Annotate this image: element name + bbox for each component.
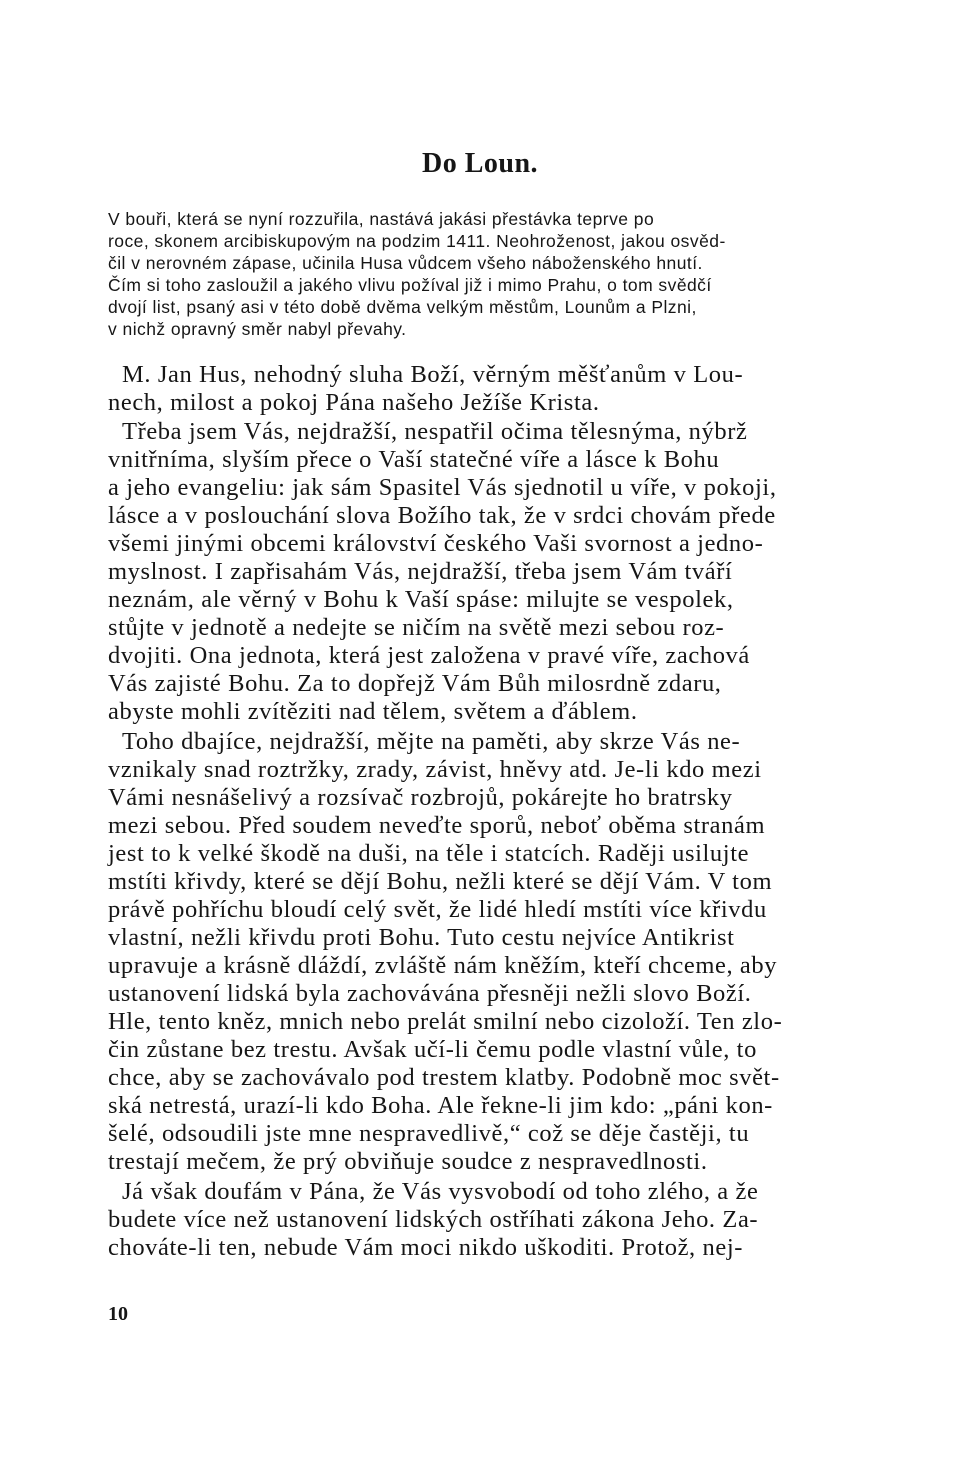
letter-line: chováte-li ten, nebude Vám moci nikdo uškoditi. Protož, nej-	[108, 1234, 743, 1261]
letter-line: abyste mohli zvítěziti nad tělem, světem a ďáblem.	[108, 698, 638, 725]
letter-line: ustanovení lidská byla zachovávána přesněji nežli slovo Boží.	[108, 980, 752, 1007]
letter-line: všemi jinými obcemi království českého Vaši svornost a jedno-	[108, 530, 764, 557]
letter-line: vznikaly snad roztržky, zrady, závist, hněvy atd. Je-li kdo mezi	[108, 756, 762, 783]
letter-line: mezi sebou. Před soudem neveďte sporů, neboť oběma stranám	[108, 812, 766, 839]
letter-line: Vámi nesnášelivý a rozsívač rozbrojů, pokárejte ho bratrsky	[108, 784, 733, 811]
letter-line: právě pohříchu bloudí celý svět, že lidé hledí mstíti více křivdu	[108, 896, 767, 923]
letter-line: mstíti křivdy, které se dějí Bohu, nežli které se dějí Vám. V tom	[108, 868, 773, 895]
intro-line: V bouři, která se nyní rozzuřila, nastává jakási přestávka teprve po	[108, 209, 655, 229]
letter-line: čin zůstane bez trestu. Avšak učí-li čemu podle vlastní vůle, to	[108, 1036, 757, 1063]
letter-line: lásce a v poslouchání slova Božího tak, že v srdci chovám přede	[108, 502, 776, 529]
letter-line: jest to k velké škodě na duši, na těle i statcích. Raději usilujte	[108, 840, 750, 867]
letter-line: Třeba jsem Vás, nejdražší, nespatřil očima tělesnýma, nýbrž	[122, 418, 748, 445]
letter-line: vnitřníma, slyším přece o Vaší statečné víře a lásce k Bohu	[108, 446, 720, 473]
letter-line: šelé, odsoudili jste mne nespravedlivě,“ což se děje častěji, tu	[108, 1120, 750, 1147]
letter-line: upravuje a krásně dláždí, zvláště nám kněžím, kteří chceme, aby	[108, 952, 778, 979]
letter-line: vlastní, nežli křivdu proti Bohu. Tuto cestu nejvíce Antikrist	[108, 924, 735, 951]
letter-line: ská netrestá, urazí-li kdo Boha. Ale řekne-li jim kdo: „páni kon-	[108, 1092, 773, 1119]
intro-line: Čím si toho zasloužil a jakého vlivu požíval již i mimo Prahu, o tom svědčí	[108, 275, 712, 295]
letter-line: Hle, tento kněz, mnich nebo prelát smilní nebo cizoloží. Ten zlo-	[108, 1008, 783, 1035]
letter-line: chce, aby se zachovávalo pod trestem klatby. Podobně moc svět-	[108, 1064, 780, 1091]
letter-salutation-line: M. Jan Hus, nehodný sluha Boží, věrným měšťanům v Lou-	[122, 361, 744, 388]
intro-line: v nichž opravný směr nabyl převahy.	[108, 319, 407, 339]
letter-line: dvojiti. Ona jednota, která jest založena v pravé víře, zachová	[108, 642, 750, 669]
intro-line: dvojí list, psaný asi v této době dvěma velkým městům, Lounům a Plzni,	[108, 297, 697, 317]
intro-line: čil v nerovném zápase, učinila Husa vůdcem všeho náboženského hnutí.	[108, 253, 703, 273]
letter-line: Vás zajisté Bohu. Za to dopřejž Vám Bůh milosrdně zdaru,	[108, 670, 722, 697]
letter-line: budete více než ustanovení lidských ostříhati zákona Jeho. Za-	[108, 1206, 759, 1233]
letter-line: neznám, ale věrný v Bohu k Vaší spáse: milujte se vespolek,	[108, 586, 734, 613]
chapter-title: Do Loun.	[421, 148, 539, 179]
letter-line: myslnost. I zapřisahám Vás, nejdražší, třeba jsem Vám tváří	[108, 558, 733, 585]
page-number: 10	[108, 1303, 128, 1325]
letter-line: stůjte v jednotě a nedejte se ničím na světě mezi sebou roz-	[108, 614, 725, 641]
intro-line: roce, skonem arcibiskupovým na podzim 1411. Neohroženost, jakou osvěd-	[108, 231, 726, 251]
letter-salutation-line: nech, milost a pokoj Pána našeho Ježíše Krista.	[108, 389, 600, 416]
letter-line: Já však doufám v Pána, že Vás vysvobodí od toho zlého, a že	[122, 1178, 759, 1205]
letter-line: a jeho evangeliu: jak sám Spasitel Vás sjednotil u víře, v pokoji,	[108, 474, 777, 501]
letter-line: Toho dbajíce, nejdražší, mějte na paměti, aby skrze Vás ne-	[122, 728, 741, 755]
letter-line: trestají mečem, že prý obviňuje soudce z nespravedlnosti.	[108, 1148, 708, 1175]
